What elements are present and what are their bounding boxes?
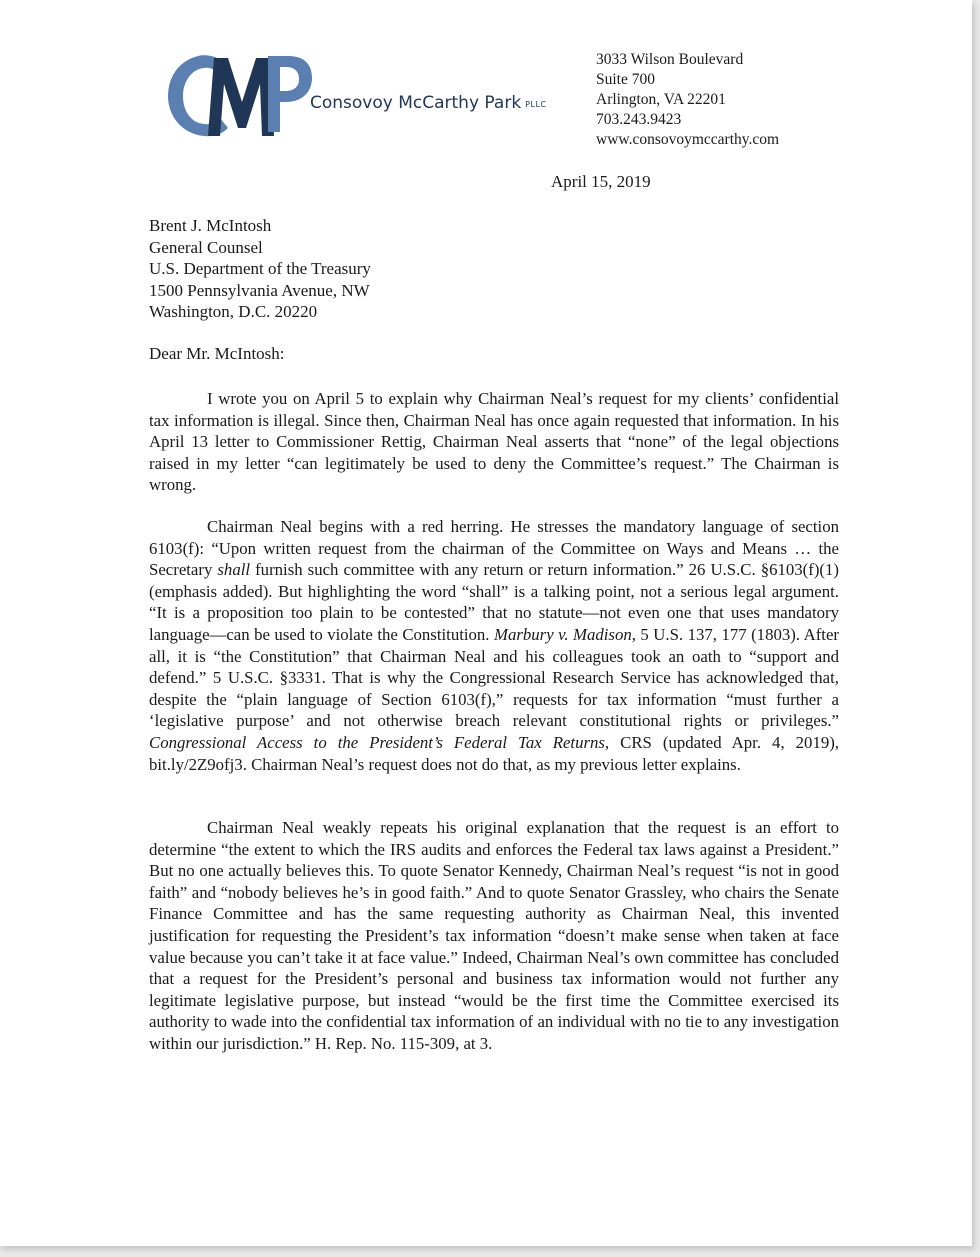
emphasis-shall: shall (217, 560, 251, 580)
paragraph-2 (149, 516, 839, 775)
recipient-name: Brent J. McIntosh (149, 216, 272, 235)
recipient-city: Washington, D.C. 20220 (149, 302, 318, 322)
firm-name-text: Consovoy McCarthy Park (310, 93, 522, 113)
recipient-street: 1500 Pennsylvania Avenue, NW (149, 280, 370, 300)
address-suite: Suite 700 (596, 71, 655, 88)
logo-letter-p (268, 56, 312, 132)
letter-date: April 15, 2019 (551, 172, 651, 191)
salutation: Dear Mr. McIntosh: (149, 344, 285, 363)
paragraph-2-part-g: , CRS (updated Apr. 4, 2019), bit.ly/2Z9ofj3. Chairman Neal’s request does not do that, as my previous letter explains. (149, 732, 840, 774)
recipient-organization: U.S. Department of the Treasury (149, 259, 371, 279)
paragraph-2-part-e: , 5 U.S. 137, 177 (1803). After all, it is “the Constitution” that Chairman Neal and his colleagues took an oath to “support and defend.” 5 U.S.C. §3331. That is why the Congressional Research Service has acknowledged that, despite the “plain language of Section 6103(f),” requests for tax information “must further a ‘legislative purpose’ and not otherwise breach relevant constitutional rights or privileges.” (149, 624, 839, 731)
paragraph-2-part-c: furnish such committee with any return or return information.” 26 U.S.C. §6103(f)(1) (emphasis added). But highlighting the word “shall” is a talking point, not a serious legal argument. “It is a proposition too plain to be contested” that no statute—not even one that uses mandatory language—can be used to violate the Constitution. (149, 560, 839, 644)
firm-suffix: PLLC (525, 100, 547, 109)
address-street: 3033 Wilson Boulevard (596, 51, 744, 68)
cmp-logo (164, 50, 314, 142)
address-phone: 703.243.9423 (596, 111, 682, 128)
paragraph-3: Chairman Neal weakly repeats his original explanation that the request is an effort to determine “the extent to which the IRS audits and enforces the Federal tax laws against a President.” But no one actually believes this. To quote Senator Kennedy, Chairman Neal’s request “is not in good faith” and “nobody believes he’s in good faith.” And to quote Senator Grassley, who chairs the Senate Finance Committee and has the same requesting authority as Chairman Neal, this invented justification for requesting the President’s tax information “doesn’t make sense when taken at face value because you can’t take it at face value.” Indeed, Chairman Neal’s own committee has concluded that a request for the President’s personal and business tax information would not further any legitimate legislative purpose, but instead “would be the first time the Committee exercised its authority to wade into the confidential tax information of an individual with no tie to any investigation within our jurisdiction.” H. Rep. No. 115-309, at 3. (149, 818, 839, 1053)
case-citation: Marbury v. Madison (493, 624, 632, 644)
recipient-block (149, 215, 371, 323)
report-citation: Congressional Access to the President’s Federal Tax Returns (149, 732, 605, 752)
recipient-title: General Counsel (149, 237, 263, 257)
logo-letter-m (208, 58, 274, 136)
paragraph-1: I wrote you on April 5 to explain why Chairman Neal’s request for my clients’ confidential tax information is illegal. Since then, Chairman Neal has once again requested that information. In his April 13 letter to Commissioner Rettig, Chairman Neal asserts that “none” of the legal objections raised in my letter “can legitimately be used to deny the Committee’s request.” The Chairman is wrong. (149, 389, 839, 495)
address-city: Arlington, VA 22201 (596, 91, 726, 108)
address-website: www.consovoymccarthy.com (596, 131, 780, 148)
paragraph-2-part-a: Chairman Neal begins with a red herring. He stresses the mandatory language of section 6103(f): “Upon written request from the chairman of the Committee on Ways and Means … the Secretary (149, 517, 839, 580)
firm-address (596, 50, 779, 150)
firm-name (310, 93, 547, 113)
